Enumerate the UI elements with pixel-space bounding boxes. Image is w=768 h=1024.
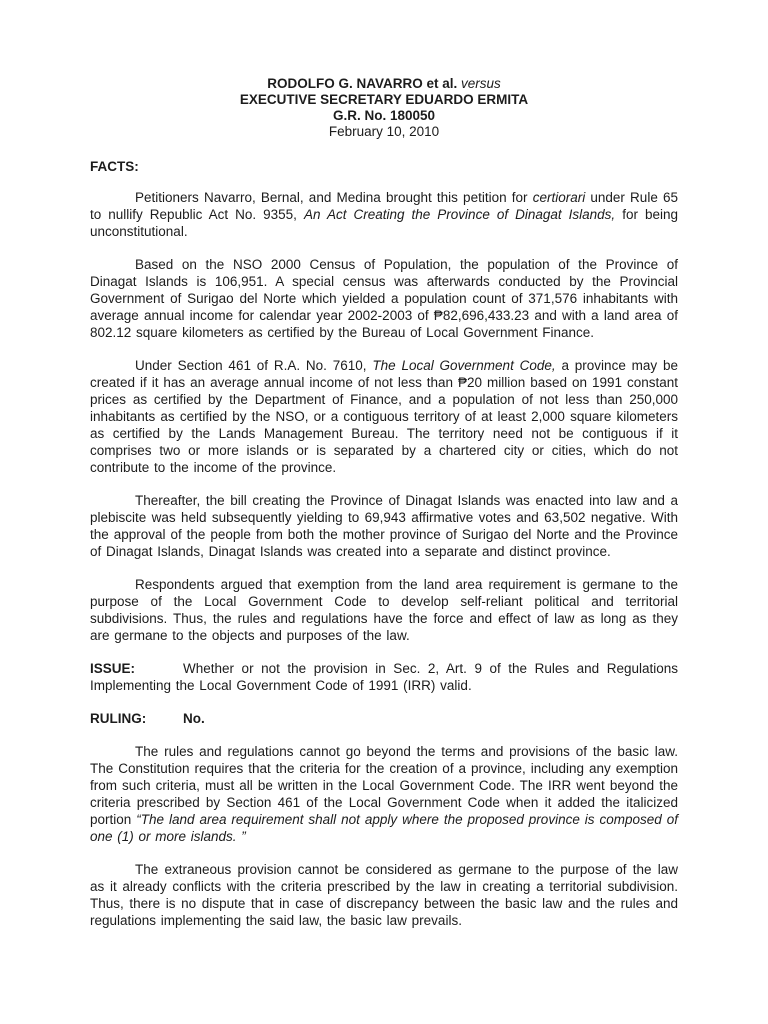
- text-run: Whether or not the provision in Sec. 2, Art. 9 of the Rules and Regulations Implementing the Local Government Code of 1991 (IRR) valid.: [90, 661, 678, 693]
- paragraph: [90, 492, 678, 560]
- text-run: Thereafter, the bill creating the Province of Dinagat Islands was enacted into law and a plebiscite was held subsequently yielding to 69,943 affirmative votes and 63,502 negative. With the approval of the people from both the mother province of Surigao del Norte and the Province of Dinagat Islands, Dinagat Islands was created into a separate and distinct province.: [90, 493, 678, 559]
- text-run: The Local Government Code,: [372, 358, 556, 373]
- document-body: [90, 158, 678, 929]
- text-run: The rules and regulations cannot go beyond the terms and provisions of the basic law. The Constitution requires that the criteria for the creation of a province, including any exemption from such criteria, must all be written in the Local Government Code. The IRR went beyond the criteria prescribed by Section 461 of the Local Government Code when it added the italicized portion: [90, 744, 678, 827]
- paragraph: [90, 256, 678, 341]
- decision-date: February 10, 2010: [328, 124, 440, 139]
- paragraph: [90, 576, 678, 644]
- labeled-paragraph: [90, 660, 678, 694]
- paragraph: [90, 357, 678, 476]
- petitioner-name: RODOLFO G. NAVARRO et al.: [267, 76, 458, 91]
- text-run: “The land area requirement shall not apply where the proposed province is composed of one (1) or more islands. ”: [90, 812, 679, 844]
- text-run: for being unconstitutional.: [90, 207, 678, 239]
- text-run: a province may be created if it has an average annual income of not less than ₱20 million based on 1991 constant prices as certified by the Department of Finance, and a population of not less than 250,000 inhabitants as certified by the NSO, or a contiguous territory of at least 2,000 square kilometers as certified by the Lands Management Bureau. The territory need not be contiguous if it comprises two or more islands or is separated by a chartered city or cities, which do not contribute to the income of the province.: [90, 358, 678, 475]
- text-run: Respondents argued that exemption from the land area requirement is germane to the purpose of the Local Government Code to develop self-reliant political and territorial subdivisions. Thus, the rules and regulations have the force and effect of law as long as they are germane to the objects and purposes of the law.: [90, 577, 678, 643]
- text-run: The extraneous provision cannot be considered as germane to the purpose of the law as it already conflicts with the criteria prescribed by the law in creating a territorial subdivision. Thus, there is no dispute that in case of discrepancy between the basic law and the rules and regulations implementing the said law, the basic law prevails.: [90, 862, 678, 928]
- respondent-name: EXECUTIVE SECRETARY EDUARDO ERMITA: [239, 92, 529, 107]
- paragraph: [90, 189, 678, 240]
- text-run: Under Section 461 of R.A. No. 7610,: [135, 358, 373, 373]
- case-title-block: [90, 76, 678, 140]
- gr-number: G.R. No. 180050: [332, 108, 436, 123]
- paragraph: [90, 743, 678, 845]
- text-run: Based on the NSO 2000 Census of Population, the population of the Province of Dinagat Islands is 106,951. A special census was afterwards conducted by the Provincial Government of Surigao del Norte which yielded a population count of 371,576 inhabitants with average annual income for calendar year 2002-2003 of ₱82,696,433.23 and with a land area of 802.12 square kilometers as certified by the Bureau of Local Government Finance.: [90, 257, 678, 340]
- section-label: RULING:: [90, 711, 147, 726]
- section-label: ISSUE:: [90, 661, 136, 676]
- section-heading: FACTS:: [90, 159, 139, 174]
- text-run: under Rule 65 to nullify Republic Act No. 9355,: [90, 190, 679, 222]
- text-run: An Act Creating the Province of Dinagat Islands,: [303, 207, 616, 222]
- text-run: No.: [183, 711, 205, 726]
- versus-word: versus: [461, 76, 501, 91]
- paragraph: [90, 861, 678, 929]
- text-run: Petitioners Navarro, Bernal, and Medina brought this petition for: [135, 190, 533, 205]
- labeled-paragraph: [90, 710, 678, 727]
- case-parties-line: [90, 76, 678, 92]
- text-run: certiorari: [532, 190, 586, 205]
